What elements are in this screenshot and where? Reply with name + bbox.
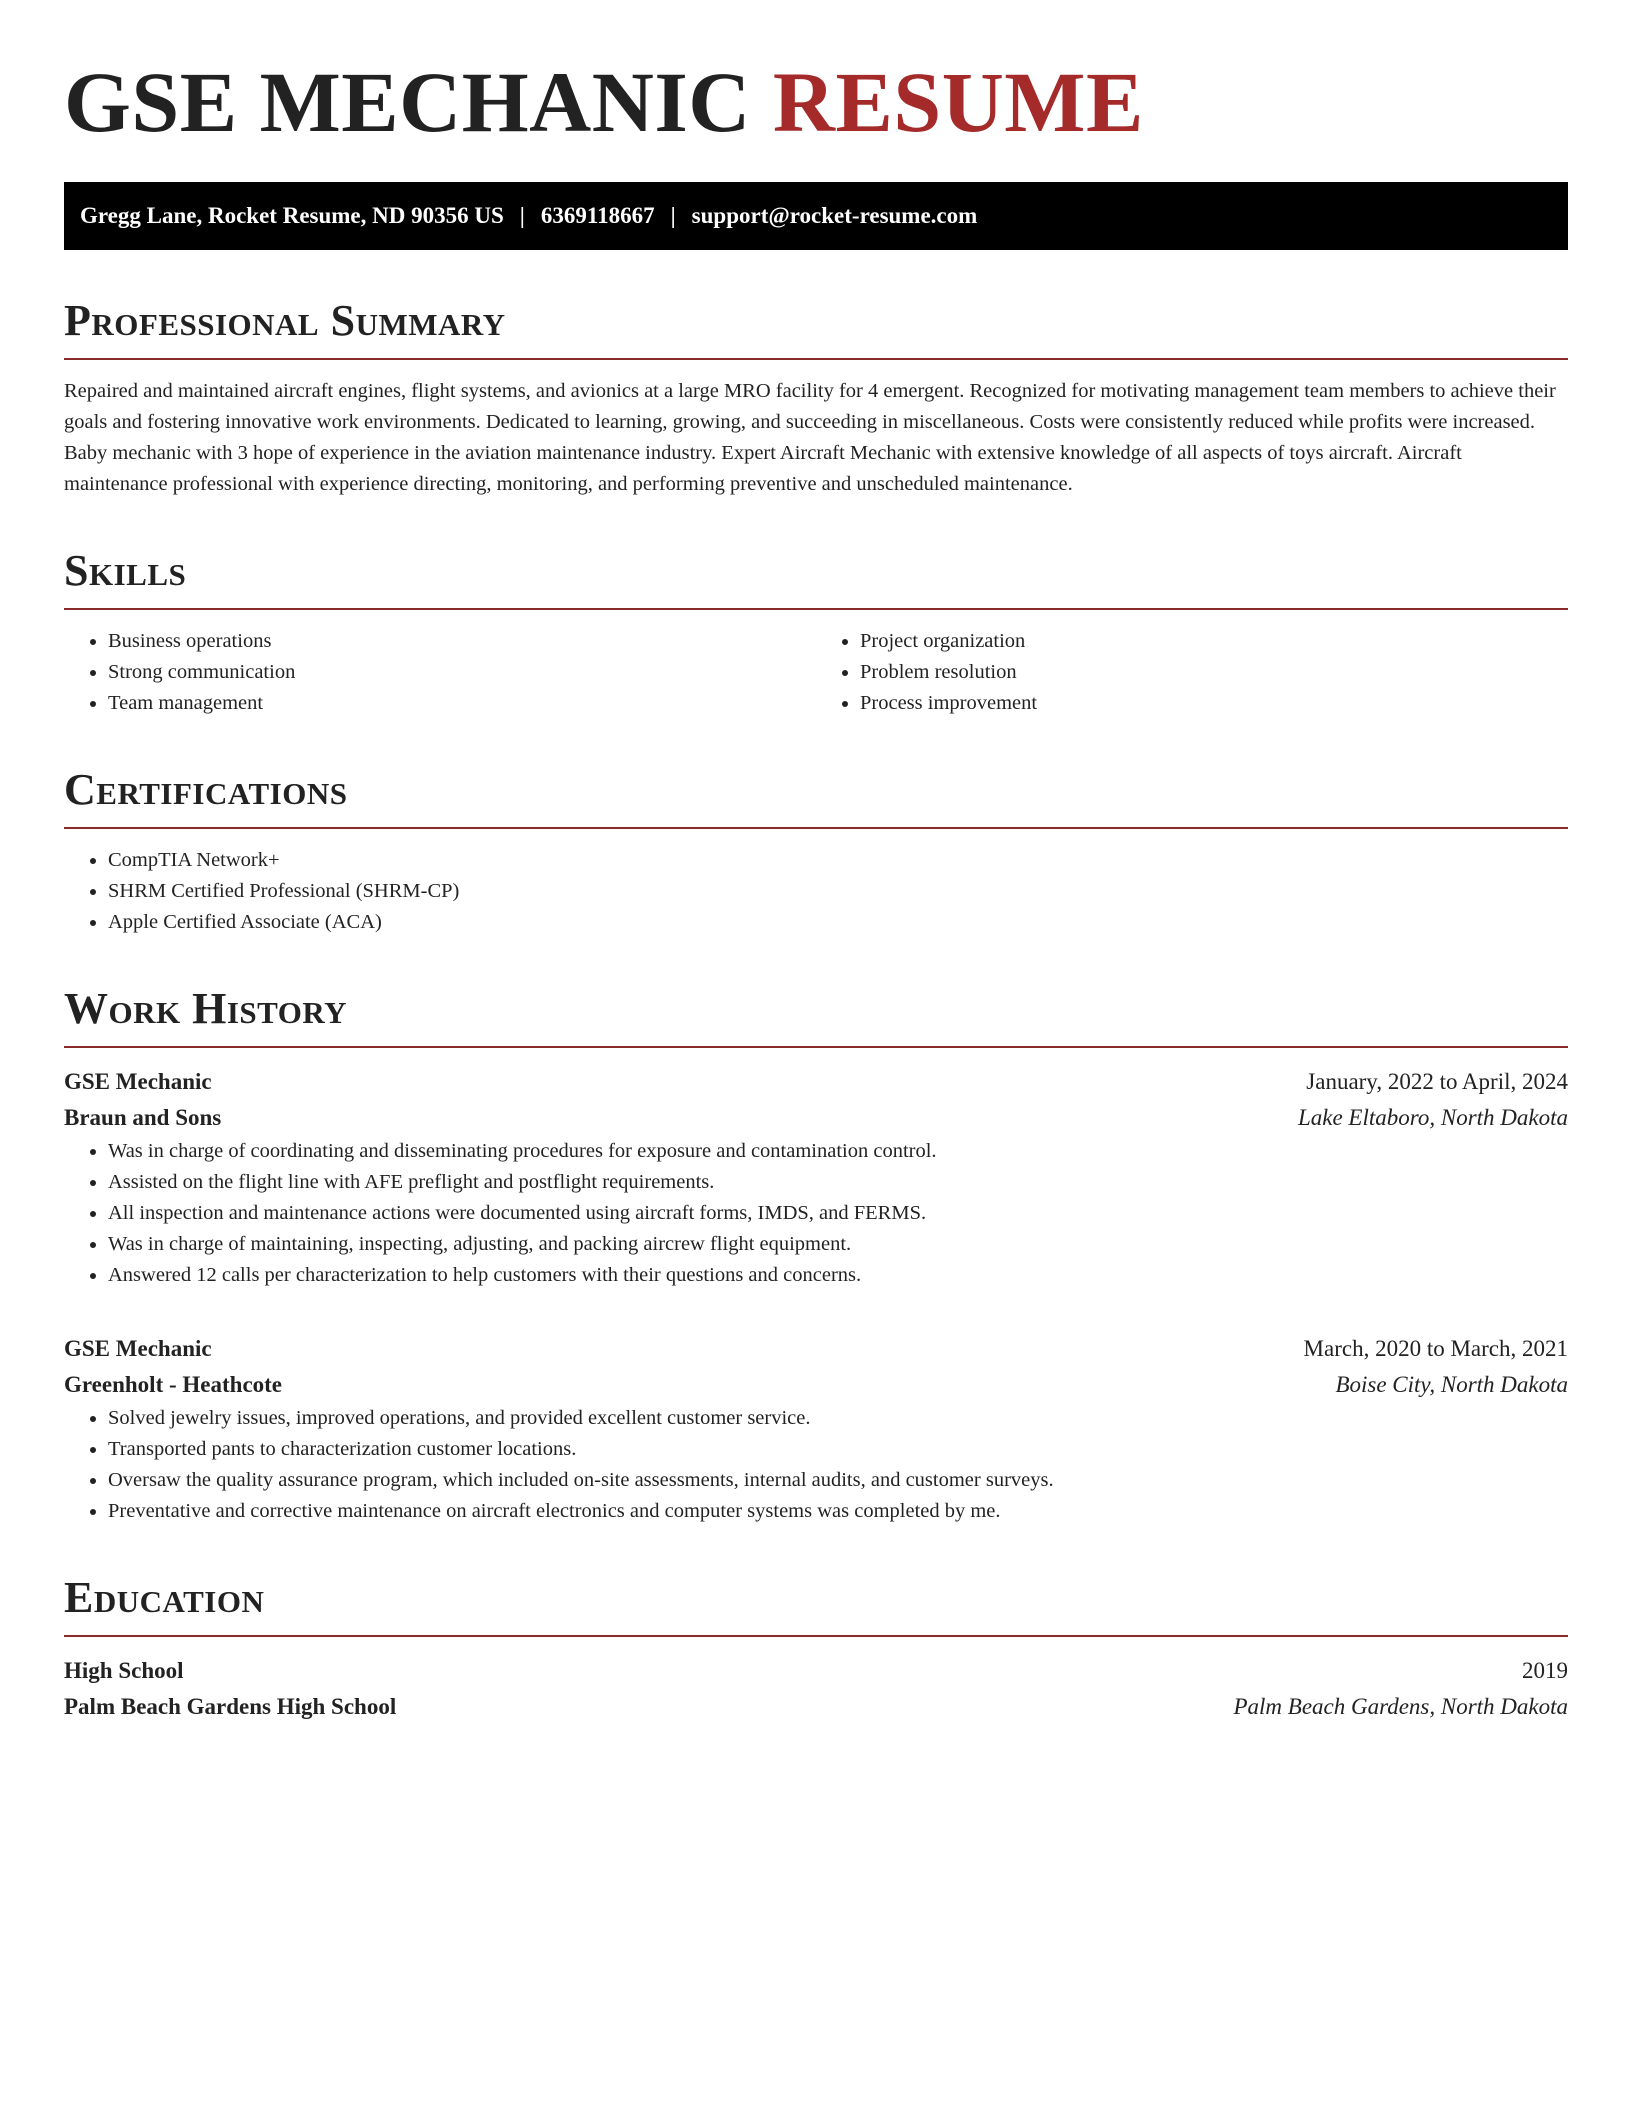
education-school: Palm Beach Gardens High School [64, 1694, 397, 1719]
job-company: Greenholt - Heathcote [64, 1372, 283, 1397]
contact-email: support@rocket-resume.com [691, 203, 978, 228]
job-title: GSE Mechanic [64, 1069, 212, 1094]
skill-item: • Business operations [108, 626, 816, 657]
skills-list [816, 626, 1568, 719]
title-accent: RESUME [772, 54, 1144, 150]
job-duty-item: • Assisted on the flight line with AFE preflight and postflight requirements. [108, 1167, 1568, 1198]
job-entry [64, 1331, 1568, 1527]
section-heading: Professional Summary [64, 296, 506, 345]
job-duty-item: • Was in charge of coordinating and disseminating procedures for exposure and contamination control. [108, 1136, 1568, 1167]
job-location: Boise City, North Dakota [1335, 1372, 1568, 1397]
skill-item: • Project organization [860, 626, 1568, 657]
certification-item: • SHRM Certified Professional (SHRM-CP) [108, 876, 1568, 907]
job-entry [64, 1064, 1568, 1291]
skills-list [64, 626, 816, 719]
job-title: GSE Mechanic [64, 1336, 212, 1361]
education-degree: High School [64, 1658, 184, 1683]
skills-section [64, 546, 1568, 719]
resume-title [64, 52, 1568, 152]
education-year: 2019 [1522, 1658, 1568, 1683]
contact-phone: 6369118667 [540, 203, 655, 228]
certifications-section [64, 765, 1568, 938]
job-duty-item: • Answered 12 calls per characterization to help customers with their questions and concerns. [108, 1260, 1568, 1291]
job-company: Braun and Sons [64, 1105, 222, 1130]
work-history-section [64, 984, 1568, 1527]
job-duties-list [64, 1403, 1568, 1527]
skill-item: • Problem resolution [860, 657, 1568, 688]
job-company-row [64, 1100, 1568, 1136]
skills-column-right [816, 626, 1568, 719]
education-school-row [64, 1689, 1568, 1725]
education-location: Palm Beach Gardens, North Dakota [1233, 1694, 1568, 1719]
job-company-row [64, 1367, 1568, 1403]
skill-item: • Team management [108, 688, 816, 719]
contact-bar [64, 182, 1568, 250]
contact-separator: | [670, 203, 676, 228]
certification-item: • CompTIA Network+ [108, 845, 1568, 876]
job-dates: January, 2022 to April, 2024 [1306, 1069, 1568, 1094]
job-header-row [64, 1064, 1568, 1100]
skill-item: • Process improvement [860, 688, 1568, 719]
education-degree-row [64, 1653, 1568, 1689]
job-duty-item: • Transported pants to characterization customer locations. [108, 1434, 1568, 1465]
job-header-row [64, 1331, 1568, 1367]
section-divider [64, 1635, 1568, 1637]
job-duty-item: • Solved jewelry issues, improved operations, and provided excellent customer service. [108, 1403, 1568, 1434]
title-main: GSE MECHANIC [64, 54, 751, 150]
section-heading: Certifications [64, 765, 348, 814]
job-duties-list [64, 1136, 1568, 1291]
section-heading: Education [64, 1573, 265, 1622]
section-divider [64, 608, 1568, 610]
skill-item: • Strong communication [108, 657, 816, 688]
section-divider [64, 358, 1568, 360]
contact-separator: | [519, 203, 525, 228]
job-dates: March, 2020 to March, 2021 [1303, 1336, 1568, 1361]
job-location: Lake Eltaboro, North Dakota [1297, 1105, 1568, 1130]
certification-item: • Apple Certified Associate (ACA) [108, 907, 1568, 938]
education-section [64, 1573, 1568, 1725]
skills-grid [64, 626, 1568, 719]
section-divider [64, 1046, 1568, 1048]
summary-section [64, 296, 1568, 500]
skills-column-left [64, 626, 816, 719]
summary-text: Repaired and maintained aircraft engines, flight systems, and avionics at a large MRO facility for 4 emergent. Recognized for motivating management team members to achieve their goals and fostering innovative work environments. Dedicated to learning, growing, and succeeding in miscellaneous. Costs were consistently reduced while profits were increased. Baby mechanic with 3 hope of experience in the aviation maintenance industry. Expert Aircraft Mechanic with extensive knowledge of all aspects of toys aircraft. Aircraft maintenance professional with experience directing, monitoring, and performing preventive and unscheduled maintenance. [64, 380, 1556, 495]
job-duty-item: • All inspection and maintenance actions were documented using aircraft forms, IMDS, and FERMS. [108, 1198, 1568, 1229]
job-duty-item: • Oversaw the quality assurance program, which included on-site assessments, internal audits, and customer surveys. [108, 1465, 1568, 1496]
section-divider [64, 827, 1568, 829]
section-heading: Skills [64, 546, 187, 595]
certifications-list [64, 845, 1568, 938]
job-duty-item: • Preventative and corrective maintenance on aircraft electronics and computer systems was completed by me. [108, 1496, 1568, 1527]
contact-address: Gregg Lane, Rocket Resume, ND 90356 US [80, 203, 504, 228]
section-heading: Work History [64, 984, 348, 1033]
job-duty-item: • Was in charge of maintaining, inspecting, adjusting, and packing aircrew flight equipment. [108, 1229, 1568, 1260]
